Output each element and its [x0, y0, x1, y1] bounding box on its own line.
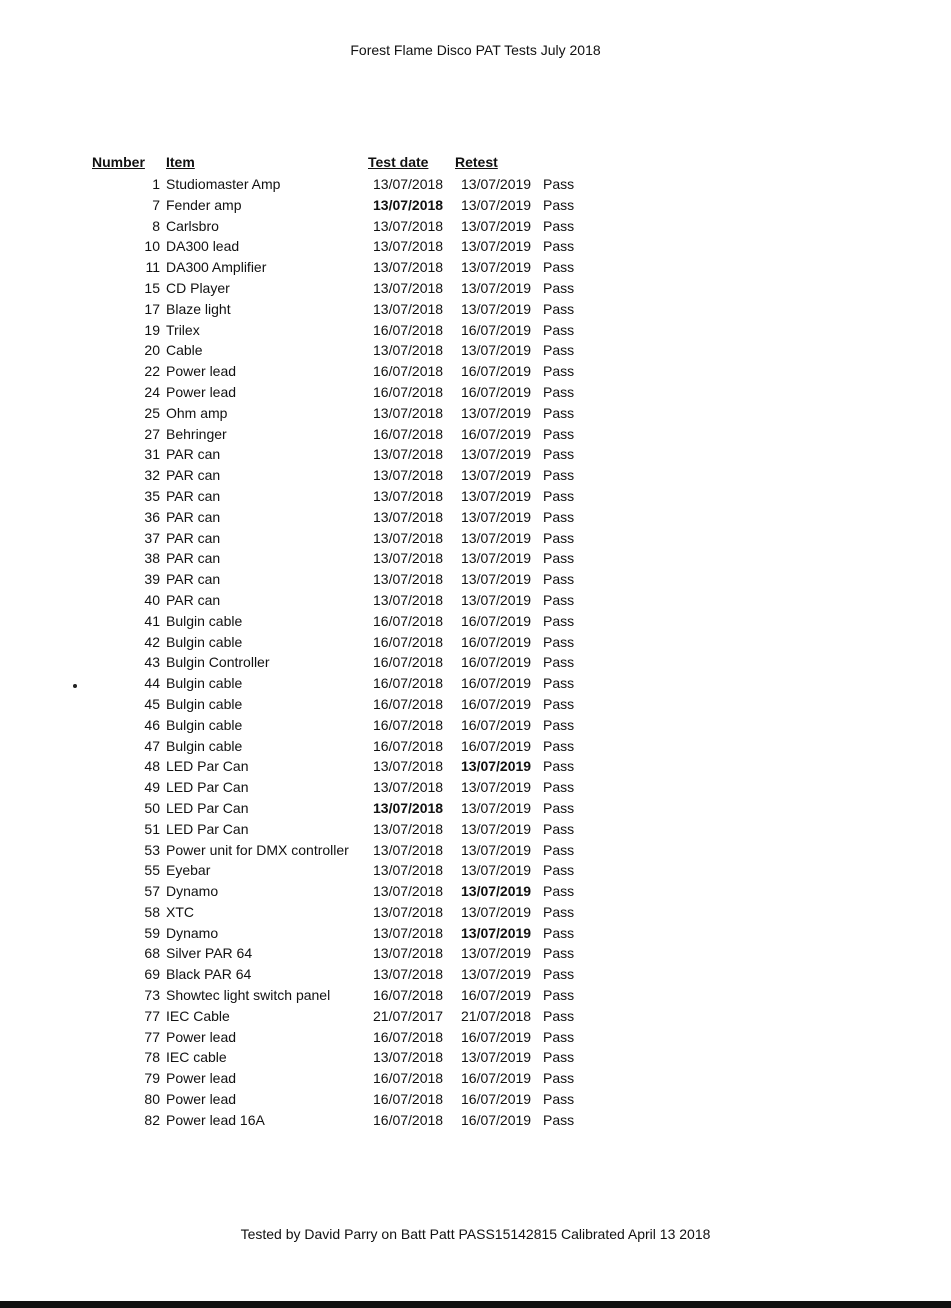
row-retest-date: 16/07/2019: [461, 1028, 532, 1045]
row-item: PAR can: [166, 529, 221, 546]
table-row: [92, 923, 592, 944]
row-test-date: 13/07/2018: [373, 758, 444, 775]
table-row: [92, 840, 592, 861]
table-row: [92, 528, 592, 549]
row-number: 46: [144, 716, 160, 733]
table-row: [92, 548, 592, 569]
table-row: [92, 943, 592, 964]
row-test-date: 13/07/2018: [373, 550, 444, 567]
row-retest-date: 13/07/2019: [461, 883, 532, 900]
row-result: Pass: [543, 612, 575, 629]
row-result: Pass: [543, 571, 575, 588]
row-number: 40: [144, 591, 160, 608]
row-number: 79: [144, 1070, 160, 1087]
table-row: [92, 382, 592, 403]
table-row: [92, 174, 592, 195]
row-test-date: 16/07/2018: [373, 695, 444, 712]
row-result: Pass: [543, 300, 575, 317]
row-test-date: 16/07/2018: [373, 675, 444, 692]
row-result: Pass: [543, 633, 575, 650]
row-number: 38: [144, 550, 160, 567]
row-retest-date: 16/07/2019: [461, 675, 532, 692]
row-item: DA300 lead: [166, 238, 240, 255]
row-test-date: 13/07/2018: [373, 841, 444, 858]
row-retest-date: 13/07/2019: [461, 758, 532, 775]
row-number: 32: [144, 467, 160, 484]
row-number: 31: [144, 446, 160, 463]
table-row: [92, 361, 592, 382]
table-row: [92, 195, 592, 216]
row-number: 68: [144, 945, 160, 962]
row-result: Pass: [543, 321, 575, 338]
row-retest-date: 13/07/2019: [461, 966, 532, 983]
table-row: [92, 819, 592, 840]
table-row: [92, 694, 592, 715]
row-item: LED Par Can: [166, 758, 249, 775]
table-row: [92, 257, 592, 278]
row-test-date: 13/07/2018: [373, 196, 444, 213]
row-test-date: 16/07/2018: [373, 1111, 444, 1128]
row-item: Behringer: [166, 425, 227, 442]
row-retest-date: 13/07/2019: [461, 446, 532, 463]
table-row: [92, 652, 592, 673]
row-retest-date: 13/07/2019: [461, 1049, 532, 1066]
row-number: 51: [144, 820, 160, 837]
row-retest-date: 13/07/2019: [461, 217, 532, 234]
row-item: Bulgin cable: [166, 737, 243, 754]
row-retest-date: 13/07/2019: [461, 259, 532, 276]
row-item: Trilex: [166, 321, 200, 338]
row-retest-date: 16/07/2019: [461, 321, 532, 338]
row-retest-date: 16/07/2019: [461, 987, 532, 1004]
row-number: 50: [144, 799, 160, 816]
row-retest-date: 13/07/2019: [461, 862, 532, 879]
row-retest-date: 13/07/2019: [461, 279, 532, 296]
row-number: 77: [144, 1028, 160, 1045]
table-row: [92, 320, 592, 341]
row-test-date: 13/07/2018: [373, 862, 444, 879]
row-retest-date: 13/07/2019: [461, 903, 532, 920]
row-item: IEC cable: [166, 1049, 227, 1066]
row-item: Studiomaster Amp: [166, 176, 281, 192]
row-test-date: 13/07/2018: [373, 883, 444, 900]
row-item: PAR can: [166, 550, 221, 567]
row-item: LED Par Can: [166, 779, 249, 796]
row-result: Pass: [543, 404, 575, 421]
row-retest-date: 16/07/2019: [461, 1111, 532, 1128]
table-row: [92, 1110, 592, 1131]
row-number: 48: [144, 758, 160, 775]
row-item: PAR can: [166, 508, 221, 525]
table-row: [92, 715, 592, 736]
row-result: Pass: [543, 363, 575, 380]
row-retest-date: 13/07/2019: [461, 550, 532, 567]
row-result: Pass: [543, 1007, 575, 1024]
row-number: 42: [144, 633, 160, 650]
row-test-date: 13/07/2018: [373, 924, 444, 941]
row-item: PAR can: [166, 446, 221, 463]
row-item: Bulgin cable: [166, 695, 243, 712]
row-test-date: 21/07/2017: [373, 1007, 444, 1024]
row-test-date: 16/07/2018: [373, 737, 444, 754]
row-item: Fender amp: [166, 196, 242, 213]
row-result: Pass: [543, 924, 575, 941]
row-retest-date: 13/07/2019: [461, 945, 532, 962]
row-test-date: 16/07/2018: [373, 654, 444, 671]
row-number: 11: [145, 259, 160, 276]
row-result: Pass: [543, 987, 575, 1004]
row-result: Pass: [543, 695, 575, 712]
row-result: Pass: [543, 238, 575, 255]
row-result: Pass: [543, 1049, 575, 1066]
row-test-date: 16/07/2018: [373, 1091, 444, 1108]
row-item: PAR can: [166, 591, 221, 608]
row-retest-date: 16/07/2019: [461, 1070, 532, 1087]
row-test-date: 13/07/2018: [373, 238, 444, 255]
row-retest-date: 13/07/2019: [461, 841, 532, 858]
row-retest-date: 13/07/2019: [461, 924, 532, 941]
table-row: [92, 403, 592, 424]
row-number: 78: [144, 1049, 160, 1066]
row-number: 8: [152, 217, 160, 234]
row-item: PAR can: [166, 571, 221, 588]
row-retest-date: 16/07/2019: [461, 425, 532, 442]
row-number: 17: [144, 300, 160, 317]
row-test-date: 16/07/2018: [373, 321, 444, 338]
row-test-date: 13/07/2018: [373, 820, 444, 837]
row-retest-date: 16/07/2019: [461, 612, 532, 629]
row-retest-date: 13/07/2019: [461, 529, 532, 546]
table-row: [92, 486, 592, 507]
table-row: [92, 798, 592, 819]
row-test-date: 13/07/2018: [373, 342, 444, 359]
table-row: [92, 673, 592, 694]
table-row: [92, 902, 592, 923]
row-result: Pass: [543, 383, 575, 400]
row-number: 73: [144, 987, 160, 1004]
row-item: XTC: [166, 903, 194, 920]
row-result: Pass: [543, 945, 575, 962]
row-number: 15: [144, 279, 160, 296]
table-row: [92, 611, 592, 632]
row-result: Pass: [543, 425, 575, 442]
row-test-date: 13/07/2018: [373, 529, 444, 546]
table-row: [92, 1006, 592, 1027]
row-item: Bulgin cable: [166, 612, 243, 629]
row-item: PAR can: [166, 467, 221, 484]
row-item: PAR can: [166, 487, 221, 504]
row-retest-date: 13/07/2019: [461, 779, 532, 796]
row-retest-date: 16/07/2019: [461, 737, 532, 754]
row-test-date: 16/07/2018: [373, 716, 444, 733]
row-result: Pass: [543, 467, 575, 484]
header-number: Number: [92, 154, 145, 170]
row-item: Bulgin cable: [166, 675, 243, 692]
row-result: Pass: [543, 196, 575, 213]
row-number: 80: [144, 1091, 160, 1108]
row-test-date: 13/07/2018: [373, 446, 444, 463]
table-row: [92, 444, 592, 465]
row-item: Power unit for DMX controller: [166, 841, 349, 858]
row-result: Pass: [543, 966, 575, 983]
table-row: [92, 860, 592, 881]
row-item: Power lead: [166, 1070, 237, 1087]
table-row: [92, 756, 592, 777]
table-row: [92, 340, 592, 361]
row-item: Bulgin cable: [166, 633, 243, 650]
row-result: Pass: [543, 446, 575, 463]
row-test-date: 13/07/2018: [373, 591, 444, 608]
row-result: Pass: [543, 758, 575, 775]
row-test-date: 13/07/2018: [373, 1049, 444, 1066]
row-item: Showtec light switch panel: [166, 987, 331, 1004]
row-test-date: 16/07/2018: [373, 363, 444, 380]
scan-edge-bar: [0, 1301, 951, 1308]
row-test-date: 16/07/2018: [373, 383, 444, 400]
row-result: Pass: [543, 1028, 575, 1045]
row-item: LED Par Can: [166, 799, 249, 816]
table-row: [92, 569, 592, 590]
row-number: 25: [144, 404, 160, 421]
row-result: Pass: [543, 654, 575, 671]
row-result: Pass: [543, 176, 575, 192]
row-test-date: 13/07/2018: [373, 966, 444, 983]
row-number: 36: [144, 508, 160, 525]
row-item: Power lead: [166, 363, 237, 380]
row-test-date: 16/07/2018: [373, 425, 444, 442]
row-number: 45: [144, 695, 160, 712]
table-row: [92, 299, 592, 320]
row-retest-date: 13/07/2019: [461, 799, 532, 816]
table-row: [92, 1089, 592, 1110]
row-test-date: 13/07/2018: [373, 176, 444, 192]
row-number: 22: [144, 363, 160, 380]
row-number: 27: [144, 425, 160, 442]
row-retest-date: 21/07/2018: [461, 1007, 532, 1024]
table-row: [92, 1027, 592, 1048]
row-result: Pass: [543, 799, 575, 816]
row-result: Pass: [543, 508, 575, 525]
table-row: [92, 507, 592, 528]
row-retest-date: 16/07/2019: [461, 695, 532, 712]
row-result: Pass: [543, 862, 575, 879]
row-retest-date: 13/07/2019: [461, 820, 532, 837]
row-result: Pass: [543, 675, 575, 692]
row-item: Cable: [166, 342, 203, 359]
table-row: [92, 985, 592, 1006]
row-result: Pass: [543, 591, 575, 608]
row-retest-date: 13/07/2019: [461, 300, 532, 317]
row-item: Bulgin cable: [166, 716, 243, 733]
row-result: Pass: [543, 259, 575, 276]
row-retest-date: 16/07/2019: [461, 633, 532, 650]
row-retest-date: 13/07/2019: [461, 238, 532, 255]
row-number: 39: [144, 571, 160, 588]
table-row: [92, 424, 592, 445]
row-test-date: 13/07/2018: [373, 300, 444, 317]
table-row: [92, 278, 592, 299]
row-result: Pass: [543, 841, 575, 858]
row-retest-date: 13/07/2019: [461, 342, 532, 359]
row-result: Pass: [543, 716, 575, 733]
row-test-date: 13/07/2018: [373, 259, 444, 276]
row-test-date: 13/07/2018: [373, 903, 444, 920]
row-number: 55: [144, 862, 160, 879]
table-row: [92, 632, 592, 653]
table-row: [92, 1047, 592, 1068]
row-test-date: 13/07/2018: [373, 799, 444, 816]
table-row: [92, 777, 592, 798]
page-title: Forest Flame Disco PAT Tests July 2018: [350, 42, 601, 58]
row-number: 35: [144, 487, 160, 504]
row-retest-date: 16/07/2019: [461, 716, 532, 733]
row-result: Pass: [543, 487, 575, 504]
row-number: 43: [144, 654, 160, 671]
row-result: Pass: [543, 820, 575, 837]
row-number: 77: [144, 1007, 160, 1024]
row-item: Silver PAR 64: [166, 945, 253, 962]
row-number: 82: [144, 1111, 160, 1128]
header-test-date: Test date: [368, 154, 429, 170]
row-test-date: 16/07/2018: [373, 1028, 444, 1045]
table-body: [92, 174, 592, 1131]
row-result: Pass: [543, 779, 575, 796]
row-result: Pass: [543, 903, 575, 920]
footer-note: Tested by David Parry on Batt Patt PASS15142815 Calibrated April 13 2018: [240, 1226, 711, 1242]
header-retest: Retest: [455, 154, 498, 170]
table-row: [92, 736, 592, 757]
row-number: 44: [144, 675, 160, 692]
row-result: Pass: [543, 1091, 575, 1108]
row-result: Pass: [543, 342, 575, 359]
row-retest-date: 16/07/2019: [461, 363, 532, 380]
row-retest-date: 13/07/2019: [461, 467, 532, 484]
row-test-date: 13/07/2018: [373, 467, 444, 484]
row-test-date: 13/07/2018: [373, 779, 444, 796]
row-result: Pass: [543, 1111, 575, 1128]
row-test-date: 13/07/2018: [373, 487, 444, 504]
header-item: Item: [166, 154, 195, 170]
row-test-date: 13/07/2018: [373, 571, 444, 588]
row-result: Pass: [543, 883, 575, 900]
row-result: Pass: [543, 737, 575, 754]
row-retest-date: 13/07/2019: [461, 487, 532, 504]
row-item: Eyebar: [166, 862, 211, 879]
row-retest-date: 13/07/2019: [461, 508, 532, 525]
table-row: [92, 236, 592, 257]
row-number: 69: [144, 966, 160, 983]
row-number: 10: [144, 238, 160, 255]
row-item: DA300 Amplifier: [166, 259, 267, 276]
row-test-date: 13/07/2018: [373, 508, 444, 525]
table-row: [92, 1068, 592, 1089]
row-result: Pass: [543, 217, 575, 234]
row-number: 58: [144, 903, 160, 920]
row-number: 1: [152, 176, 160, 192]
row-number: 19: [144, 321, 160, 338]
row-test-date: 16/07/2018: [373, 633, 444, 650]
row-item: Black PAR 64: [166, 966, 252, 983]
row-retest-date: 13/07/2019: [461, 196, 532, 213]
row-item: Power lead: [166, 1028, 237, 1045]
row-item: Dynamo: [166, 883, 219, 900]
row-item: Power lead 16A: [166, 1111, 265, 1128]
row-number: 37: [144, 529, 160, 546]
row-test-date: 16/07/2018: [373, 1070, 444, 1087]
row-item: Bulgin Controller: [166, 654, 270, 671]
row-item: IEC Cable: [166, 1007, 230, 1024]
row-retest-date: 16/07/2019: [461, 1091, 532, 1108]
row-number: 47: [144, 737, 160, 754]
row-number: 57: [144, 883, 160, 900]
row-test-date: 13/07/2018: [373, 945, 444, 962]
row-item: Blaze light: [166, 300, 231, 317]
table-row: [92, 590, 592, 611]
row-number: 20: [144, 342, 160, 359]
row-item: CD Player: [166, 279, 230, 296]
row-test-date: 16/07/2018: [373, 987, 444, 1004]
row-number: 24: [144, 383, 160, 400]
row-number: 41: [144, 612, 160, 629]
row-retest-date: 16/07/2019: [461, 383, 532, 400]
row-number: 59: [144, 924, 160, 941]
row-item: Dynamo: [166, 924, 219, 941]
row-number: 49: [144, 779, 160, 796]
row-result: Pass: [543, 1070, 575, 1087]
row-retest-date: 13/07/2019: [461, 404, 532, 421]
row-result: Pass: [543, 529, 575, 546]
row-test-date: 13/07/2018: [373, 217, 444, 234]
row-item: Power lead: [166, 1091, 237, 1108]
table-row: [92, 964, 592, 985]
row-item: Power lead: [166, 383, 237, 400]
row-item: Carlsbro: [166, 217, 219, 234]
table-row: [92, 881, 592, 902]
table-row: [92, 465, 592, 486]
table-row: [92, 216, 592, 237]
row-retest-date: 13/07/2019: [461, 571, 532, 588]
row-number: 7: [152, 196, 160, 213]
row-test-date: 13/07/2018: [373, 279, 444, 296]
row-retest-date: 13/07/2019: [461, 591, 532, 608]
row-test-date: 13/07/2018: [373, 404, 444, 421]
row-retest-date: 13/07/2019: [461, 176, 532, 192]
row-result: Pass: [543, 279, 575, 296]
row-retest-date: 16/07/2019: [461, 654, 532, 671]
row-number: 53: [144, 841, 160, 858]
scan-speck: [73, 684, 77, 688]
row-test-date: 16/07/2018: [373, 612, 444, 629]
row-item: Ohm amp: [166, 404, 228, 421]
row-item: LED Par Can: [166, 820, 249, 837]
row-result: Pass: [543, 550, 575, 567]
